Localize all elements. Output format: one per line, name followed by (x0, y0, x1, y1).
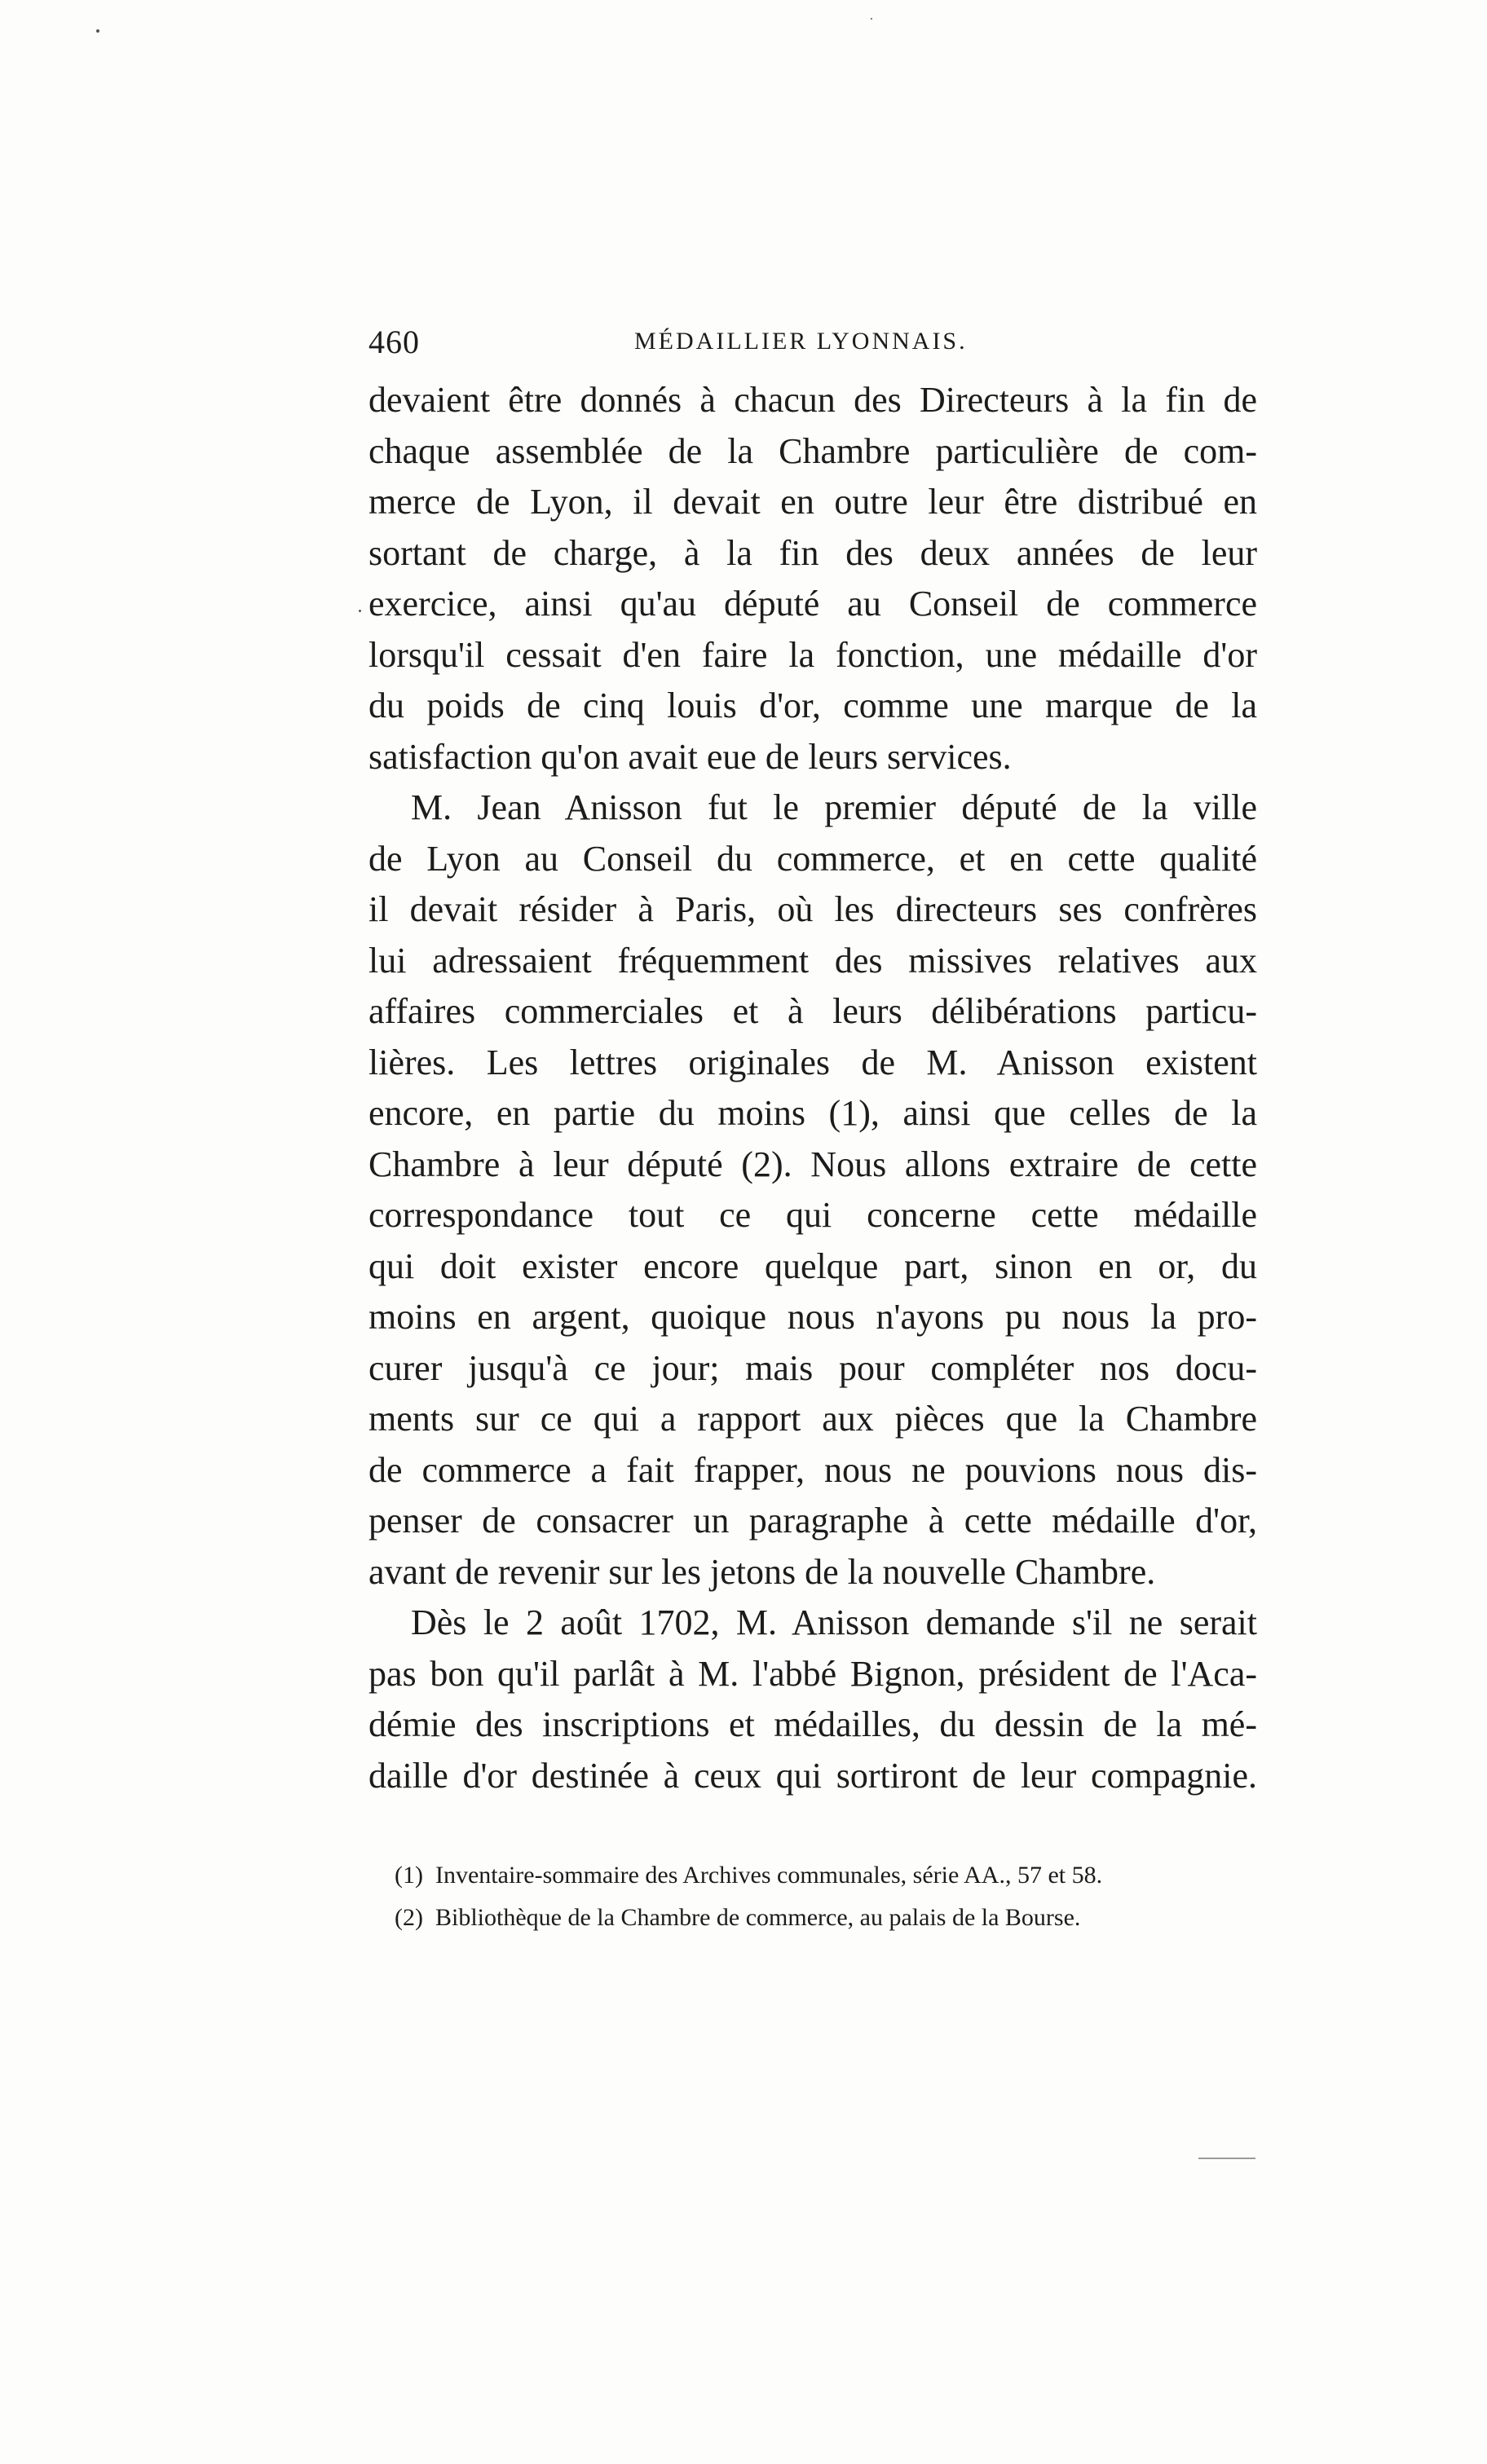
text-line: sortant de charge, à la fin des deux années de leur (368, 532, 1257, 573)
paragraph-start-line: Dès le 2 août 1702, M. Anisson demande s'il ne serait (411, 1602, 1257, 1642)
text-line: avant de revenir sur les jetons de la nouvelle Chambre. (368, 1551, 1156, 1592)
text-line: daille d'or destinée à ceux qui sortiront de leur compagnie. (368, 1755, 1257, 1796)
scan-speck (96, 29, 99, 33)
text-line: lui adressaient fréquemment des missives relatives aux (368, 940, 1257, 981)
text-line: pas bon qu'il parlât à M. l'abbé Bignon, président de l'Aca- (368, 1653, 1257, 1694)
bottom-rule (1198, 2158, 1255, 2159)
text-line: il devait résider à Paris, où les directeurs ses confrères (368, 889, 1257, 929)
text-line: penser de consacrer un paragraphe à cette médaille d'or, (368, 1501, 1257, 1541)
running-title: MÉDAILLIER LYONNAIS. (634, 328, 968, 355)
text-line: satisfaction qu'on avait eue de leurs services. (368, 736, 1012, 777)
footnote-text: Inventaire-sommaire des Archives communales, série AA., 57 et 58. (435, 1862, 1103, 1889)
footnote (395, 1897, 1259, 1939)
page-number: 460 (368, 324, 420, 360)
scan-speck (359, 610, 361, 612)
text-line: de commerce a fait frapper, nous ne pouvions nous dis- (368, 1449, 1257, 1490)
text-line: Chambre à leur député (2). Nous allons extraire de cette (368, 1144, 1257, 1184)
text-line: lorsqu'il cessait d'en faire la fonction, une médaille d'or (368, 634, 1257, 675)
text-line: de Lyon au Conseil du commerce, et en cette qualité (368, 838, 1257, 879)
text-line: merce de Lyon, il devait en outre leur être distribué en (368, 482, 1257, 522)
body-text (368, 375, 1257, 1801)
footnote (395, 1854, 1259, 1897)
text-line: affaires commerciales et à leurs délibérations particu- (368, 991, 1257, 1031)
footnotes (395, 1854, 1259, 1939)
text-line: devaient être donnés à chacun des Directeurs à la fin de (368, 380, 1257, 420)
text-line: lières. Les lettres originales de M. Anisson existent (368, 1042, 1257, 1082)
text-line: qui doit exister encore quelque part, sinon en or, du (368, 1245, 1257, 1286)
footnote-text: Bibliothèque de la Chambre de commerce, au palais de la Bourse. (435, 1904, 1081, 1931)
text-line: curer jusqu'à ce jour; mais pour compléter nos docu- (368, 1347, 1257, 1388)
text-line: encore, en partie du moins (1), ainsi que celles de la (368, 1093, 1257, 1133)
text-line: ments sur ce qui a rapport aux pièces que la Chambre (368, 1399, 1257, 1439)
page-header (368, 323, 1257, 372)
scan-speck (871, 18, 872, 20)
text-line: exercice, ainsi qu'au député au Conseil de commerce (368, 584, 1257, 624)
paragraph-start-line: M. Jean Anisson fut le premier député de la ville (411, 787, 1257, 827)
text-line: correspondance tout ce qui concerne cette médaille (368, 1195, 1257, 1235)
text-line: démie des inscriptions et médailles, du dessin de la mé- (368, 1704, 1257, 1744)
footnote-marker: (1) (395, 1862, 423, 1889)
text-line: chaque assemblée de la Chambre particulière de com- (368, 430, 1257, 471)
text-line: du poids de cinq louis d'or, comme une marque de la (368, 685, 1257, 725)
text-line: moins en argent, quoique nous n'ayons pu nous la pro- (368, 1297, 1257, 1337)
footnote-marker: (2) (395, 1904, 423, 1931)
